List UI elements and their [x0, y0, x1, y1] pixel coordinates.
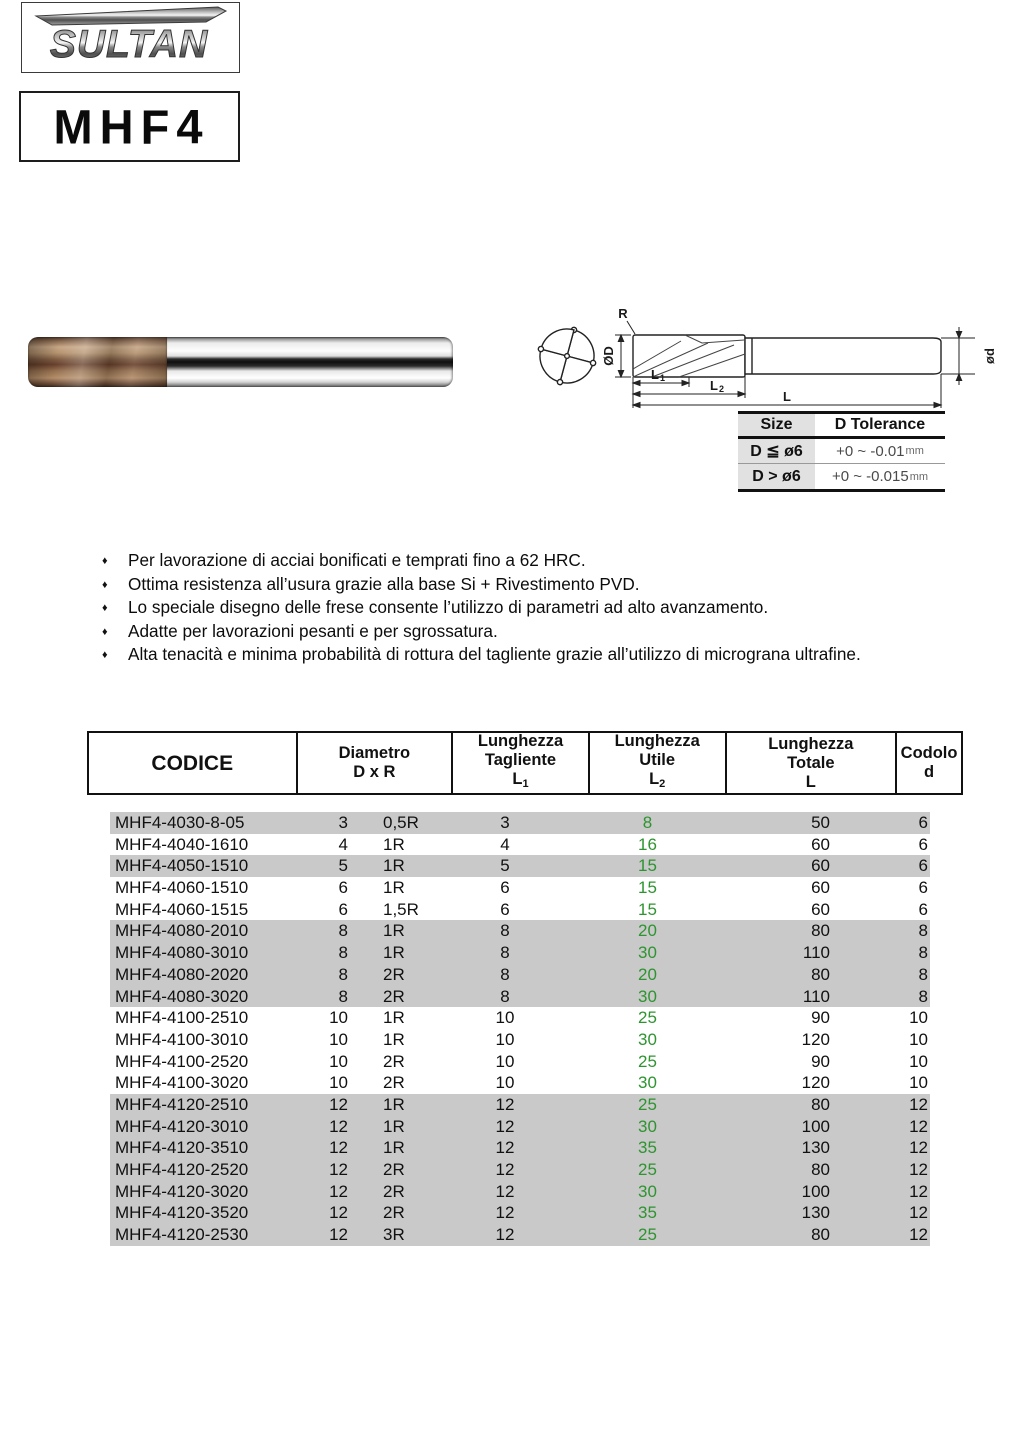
cell-corner-radius: 2R — [383, 964, 405, 984]
cell-shank-diameter: 12 — [909, 1203, 928, 1223]
diamond-bullet-icon: ♦ — [102, 555, 108, 567]
cell-shank-diameter: 12 — [909, 1138, 928, 1158]
cell-corner-radius: 1,5R — [383, 899, 419, 919]
header-line: Utile — [639, 751, 676, 769]
cell-flute-length: 3 — [500, 813, 510, 832]
cell-shank-diameter: 6 — [918, 878, 928, 898]
cell-total-length: 60 — [811, 834, 830, 854]
feature-list — [100, 549, 980, 667]
cell-codice: MHF4-4030-8-05 — [115, 813, 245, 832]
cell-total-length: 90 — [811, 1051, 830, 1071]
header-line: Codolo — [900, 744, 958, 762]
cell-diameter: 6 — [338, 878, 348, 898]
header-codolo — [895, 733, 961, 793]
cell-codice: MHF4-4060-1510 — [115, 878, 249, 898]
cell-usable-length: 30 — [638, 1116, 657, 1136]
cell-shank-diameter: 6 — [918, 813, 928, 832]
cell-corner-radius: 1R — [383, 1094, 405, 1114]
cell-codice: MHF4-4100-2510 — [115, 1008, 249, 1028]
cell-flute-length: 10 — [495, 1073, 515, 1093]
cell-flute-length: 10 — [495, 1051, 515, 1071]
cell-diameter: 8 — [338, 943, 348, 963]
header-lunghezza-totale — [725, 733, 896, 793]
cell-codice: MHF4-4040-1610 — [115, 834, 249, 854]
cell-diameter: 12 — [329, 1160, 348, 1179]
cell-codice: MHF4-4080-3020 — [115, 986, 249, 1006]
cell-corner-radius: 2R — [383, 1073, 405, 1093]
cell-corner-radius: 1R — [383, 856, 405, 876]
cell-diameter: 12 — [329, 1203, 348, 1223]
cell-corner-radius: 2R — [383, 1051, 405, 1071]
cell-shank-diameter: 12 — [909, 1225, 928, 1245]
model-name: MHF4 — [53, 99, 210, 154]
feature-item — [100, 643, 980, 667]
header-codice-label: CODICE — [151, 751, 234, 775]
cell-usable-length: 30 — [638, 986, 657, 1006]
cell-shank-diameter: 8 — [918, 921, 928, 941]
cell-usable-length: 35 — [638, 1203, 657, 1223]
cell-corner-radius: 1R — [383, 1029, 405, 1049]
header-line: d — [924, 763, 935, 781]
cell-total-length: 60 — [811, 878, 830, 898]
tolerance-value-text: +0 ~ -0.015 — [831, 468, 909, 485]
diamond-bullet-icon: ♦ — [102, 649, 108, 661]
cell-codice: MHF4-4050-1510 — [115, 856, 249, 876]
header-line: Lunghezza — [477, 732, 564, 750]
label-od-big: ØD — [601, 346, 616, 366]
cell-flute-length: 12 — [495, 1138, 515, 1158]
cell-codice: MHF4-4120-3510 — [115, 1138, 249, 1158]
photo-cutting-end — [28, 337, 167, 387]
header-line — [649, 770, 665, 794]
cell-corner-radius: 1R — [383, 834, 405, 854]
cell-corner-radius: 0,5R — [383, 813, 419, 832]
cell-total-length: 80 — [811, 921, 830, 941]
cell-diameter: 3 — [338, 813, 348, 832]
cell-diameter: 12 — [329, 1181, 348, 1201]
cell-diameter: 12 — [329, 1116, 348, 1136]
label-l: L — [783, 389, 791, 404]
table-row — [110, 1137, 930, 1159]
cell-diameter: 10 — [329, 1051, 348, 1071]
cell-diameter: 8 — [338, 964, 348, 984]
cell-shank-diameter: 8 — [918, 986, 928, 1006]
tolerance-unit: mm — [909, 470, 929, 483]
cell-flute-length: 5 — [500, 856, 510, 876]
cell-usable-length: 15 — [638, 878, 657, 898]
feature-text: Per lavorazione di acciai bonificati e temprati fino a 62 HRC. — [128, 550, 586, 570]
cell-corner-radius: 2R — [383, 1181, 405, 1201]
header-line: Diametro — [338, 744, 411, 762]
cell-total-length: 50 — [811, 813, 830, 832]
dimension-diagram — [535, 297, 1024, 427]
table-row — [110, 877, 930, 899]
cell-codice: MHF4-4100-3010 — [115, 1029, 249, 1049]
model-box — [19, 91, 240, 162]
feature-text: Ottima resistenza all’usura grazie alla base Si + Rivestimento PVD. — [128, 573, 640, 594]
tolerance-col-size: Size — [738, 414, 815, 439]
table-row — [110, 834, 930, 856]
dim-od-small — [941, 327, 975, 385]
cell-shank-diameter: 6 — [918, 856, 928, 876]
table-row — [110, 942, 930, 964]
cell-corner-radius: 1R — [383, 1008, 405, 1028]
cell-codice: MHF4-4120-3010 — [115, 1116, 249, 1136]
brand-logo-box — [21, 2, 240, 73]
cell-shank-diameter: 8 — [918, 943, 928, 963]
cell-diameter: 10 — [329, 1073, 348, 1093]
cell-shank-diameter: 6 — [918, 834, 928, 854]
cell-corner-radius: 1R — [383, 921, 405, 941]
cell-diameter: 8 — [338, 921, 348, 941]
label-l2-sub: 2 — [719, 384, 725, 394]
cell-usable-length: 30 — [638, 1181, 657, 1201]
cell-total-length: 110 — [802, 943, 830, 963]
product-photo — [28, 337, 453, 387]
cell-flute-length: 12 — [495, 1116, 515, 1136]
cell-total-length: 80 — [811, 1094, 830, 1114]
endmill-cross-section-icon — [535, 320, 603, 393]
table-row — [110, 1202, 930, 1224]
cell-flute-length: 6 — [500, 878, 510, 898]
feature-text: Alta tenacità e minima probabilità di rottura del tagliente grazie all’utilizzo di micrograna ultrafine. — [128, 644, 861, 664]
tolerance-value-small — [815, 439, 945, 464]
table-row — [110, 920, 930, 942]
cell-usable-length: 16 — [638, 834, 657, 854]
cell-usable-length: 30 — [638, 1029, 657, 1049]
cell-flute-length: 12 — [495, 1225, 515, 1245]
cell-total-length: 100 — [801, 1181, 830, 1201]
table-row — [110, 986, 930, 1008]
feature-text: Lo speciale disegno delle frese consente l’utilizzo di parametri ad alto avanzamento. — [128, 597, 769, 617]
cell-total-length: 100 — [801, 1116, 830, 1136]
cell-shank-diameter: 10 — [909, 1073, 928, 1093]
feature-item — [100, 596, 980, 620]
cell-total-length: 80 — [811, 1225, 830, 1245]
cell-flute-length: 8 — [500, 921, 510, 941]
tolerance-value-large — [815, 464, 945, 489]
cell-codice: MHF4-4080-2020 — [115, 964, 249, 984]
header-line: Lunghezza — [614, 732, 700, 750]
photo-shank — [167, 337, 453, 387]
cell-usable-length: 8 — [642, 813, 653, 832]
cell-total-length: 120 — [801, 1029, 830, 1049]
label-l2: L — [710, 378, 718, 393]
cell-total-length: 120 — [801, 1073, 830, 1093]
cell-codice: MHF4-4120-2520 — [115, 1160, 249, 1179]
cell-total-length: 130 — [801, 1203, 830, 1223]
header-diametro — [296, 733, 452, 793]
cell-corner-radius: 1R — [383, 943, 405, 963]
tolerance-size-large: D > ø6 — [738, 464, 815, 489]
table-row — [110, 964, 930, 986]
header-line: Lunghezza — [768, 734, 854, 753]
cell-flute-length: 12 — [495, 1094, 515, 1114]
cell-codice: MHF4-4080-3010 — [115, 943, 249, 963]
cell-usable-length: 25 — [638, 1051, 657, 1071]
cell-total-length: 80 — [811, 964, 830, 984]
cell-shank-diameter: 12 — [909, 1094, 928, 1114]
label-l1-sub: 1 — [660, 373, 666, 383]
label-r: R — [618, 306, 628, 321]
cell-flute-length: 6 — [500, 899, 510, 919]
cell-flute-length: 12 — [495, 1181, 515, 1201]
feature-item — [100, 549, 980, 573]
tolerance-value-text: +0 ~ -0.01 — [836, 442, 905, 460]
cell-usable-length: 30 — [638, 943, 657, 963]
cell-flute-length: 8 — [500, 943, 510, 963]
logo-text: SULTAN — [49, 23, 209, 66]
cell-codice: MHF4-4120-3520 — [115, 1203, 249, 1223]
table-row — [110, 1072, 930, 1094]
header-lunghezza-tagliente — [451, 733, 588, 793]
table-row — [110, 1159, 930, 1181]
cell-corner-radius: 1R — [383, 1138, 405, 1158]
cell-corner-radius: 2R — [383, 1160, 405, 1179]
table-row — [110, 1224, 930, 1246]
cell-total-length: 130 — [801, 1138, 830, 1158]
feature-item — [100, 620, 980, 644]
cell-usable-length: 25 — [638, 1160, 657, 1179]
dim-l2 — [633, 392, 745, 397]
cell-usable-length: 25 — [638, 1008, 657, 1028]
cell-corner-radius: 2R — [383, 986, 405, 1006]
feature-item — [100, 573, 980, 597]
cell-codice: MHF4-4120-2530 — [115, 1225, 249, 1245]
cell-usable-length: 15 — [638, 856, 657, 876]
table-row — [110, 899, 930, 921]
cell-codice: MHF4-4120-3020 — [115, 1181, 249, 1201]
cell-shank-diameter: 12 — [909, 1116, 928, 1136]
cell-flute-length: 12 — [495, 1203, 515, 1223]
tolerance-col-d-tolerance: D Tolerance — [815, 414, 945, 439]
cell-codice: MHF4-4080-2010 — [115, 921, 249, 941]
cell-usable-length: 20 — [638, 921, 657, 941]
table-row — [110, 1094, 930, 1116]
table-row — [110, 812, 930, 834]
label-l1: L — [651, 367, 659, 382]
dim-subscript: 2 — [659, 778, 666, 790]
cell-shank-diameter: 10 — [909, 1008, 928, 1028]
table-row — [110, 1116, 930, 1138]
cell-total-length: 90 — [811, 1008, 830, 1028]
cell-corner-radius: 1R — [383, 1116, 405, 1136]
cell-diameter: 4 — [338, 834, 348, 854]
header-codice — [89, 733, 296, 793]
dim-symbol: L — [512, 770, 523, 788]
cell-diameter: 12 — [329, 1094, 348, 1114]
table-row — [110, 1181, 930, 1203]
table-row — [110, 1007, 930, 1029]
header-line: L — [805, 772, 816, 791]
cell-flute-length: 10 — [495, 1029, 515, 1049]
table-row — [110, 855, 930, 877]
diamond-bullet-icon: ♦ — [102, 578, 108, 591]
cell-corner-radius: 2R — [383, 1203, 405, 1223]
cell-shank-diameter: 8 — [918, 964, 928, 984]
cell-corner-radius: 1R — [383, 878, 405, 898]
cell-diameter: 12 — [329, 1225, 348, 1245]
cell-codice: MHF4-4060-1515 — [115, 899, 249, 919]
cell-codice: MHF4-4100-3020 — [115, 1073, 249, 1093]
cell-shank-diameter: 10 — [909, 1051, 928, 1071]
header-line: Totale — [787, 753, 835, 772]
cell-total-length: 110 — [802, 986, 830, 1006]
cell-corner-radius: 3R — [383, 1225, 405, 1245]
dim-od — [615, 335, 631, 377]
cell-usable-length: 30 — [638, 1073, 657, 1093]
product-rows — [110, 812, 930, 1246]
table-row — [110, 1051, 930, 1073]
cell-usable-length: 15 — [638, 899, 657, 919]
cell-diameter: 10 — [329, 1008, 348, 1028]
cell-diameter: 12 — [329, 1138, 348, 1158]
product-table-header — [87, 731, 963, 795]
cell-diameter: 5 — [338, 856, 348, 876]
diamond-bullet-icon: ♦ — [102, 625, 108, 638]
cell-diameter: 8 — [338, 986, 348, 1006]
feature-text: Adatte per lavorazioni pesanti e per sgrossatura. — [128, 620, 498, 641]
cell-usable-length: 35 — [638, 1138, 657, 1158]
cell-flute-length: 8 — [500, 986, 510, 1006]
cell-usable-length: 20 — [638, 964, 657, 984]
cell-shank-diameter: 10 — [909, 1029, 928, 1049]
header-line: D x R — [353, 763, 396, 781]
cell-codice: MHF4-4100-2520 — [115, 1051, 249, 1071]
cell-shank-diameter: 12 — [909, 1181, 928, 1201]
tolerance-size-small: D ≦ ø6 — [738, 439, 815, 464]
cell-total-length: 60 — [811, 899, 830, 919]
cell-total-length: 80 — [811, 1160, 830, 1179]
diamond-bullet-icon: ♦ — [102, 602, 108, 614]
cell-diameter: 6 — [338, 899, 348, 919]
tolerance-table — [738, 411, 945, 492]
label-od-small: ød — [982, 348, 997, 364]
cell-usable-length: 25 — [638, 1094, 657, 1114]
cell-diameter: 10 — [329, 1029, 348, 1049]
cell-shank-diameter: 6 — [918, 899, 928, 919]
cell-flute-length: 10 — [495, 1008, 515, 1028]
tolerance-unit: mm — [905, 445, 924, 457]
header-line — [512, 770, 528, 794]
cell-shank-diameter: 12 — [909, 1160, 928, 1179]
cell-flute-length: 12 — [495, 1160, 515, 1179]
dim-subscript: 1 — [522, 778, 529, 790]
cell-total-length: 60 — [811, 856, 830, 876]
dim-symbol: L — [649, 770, 660, 788]
sultan-logo-icon — [22, 3, 237, 70]
header-line: Tagliente — [484, 751, 557, 769]
cell-codice: MHF4-4120-2510 — [115, 1094, 249, 1114]
header-lunghezza-utile — [588, 733, 725, 793]
cell-flute-length: 4 — [500, 834, 510, 854]
cell-usable-length: 25 — [638, 1225, 657, 1245]
table-row — [110, 1029, 930, 1051]
cell-flute-length: 8 — [500, 964, 510, 984]
